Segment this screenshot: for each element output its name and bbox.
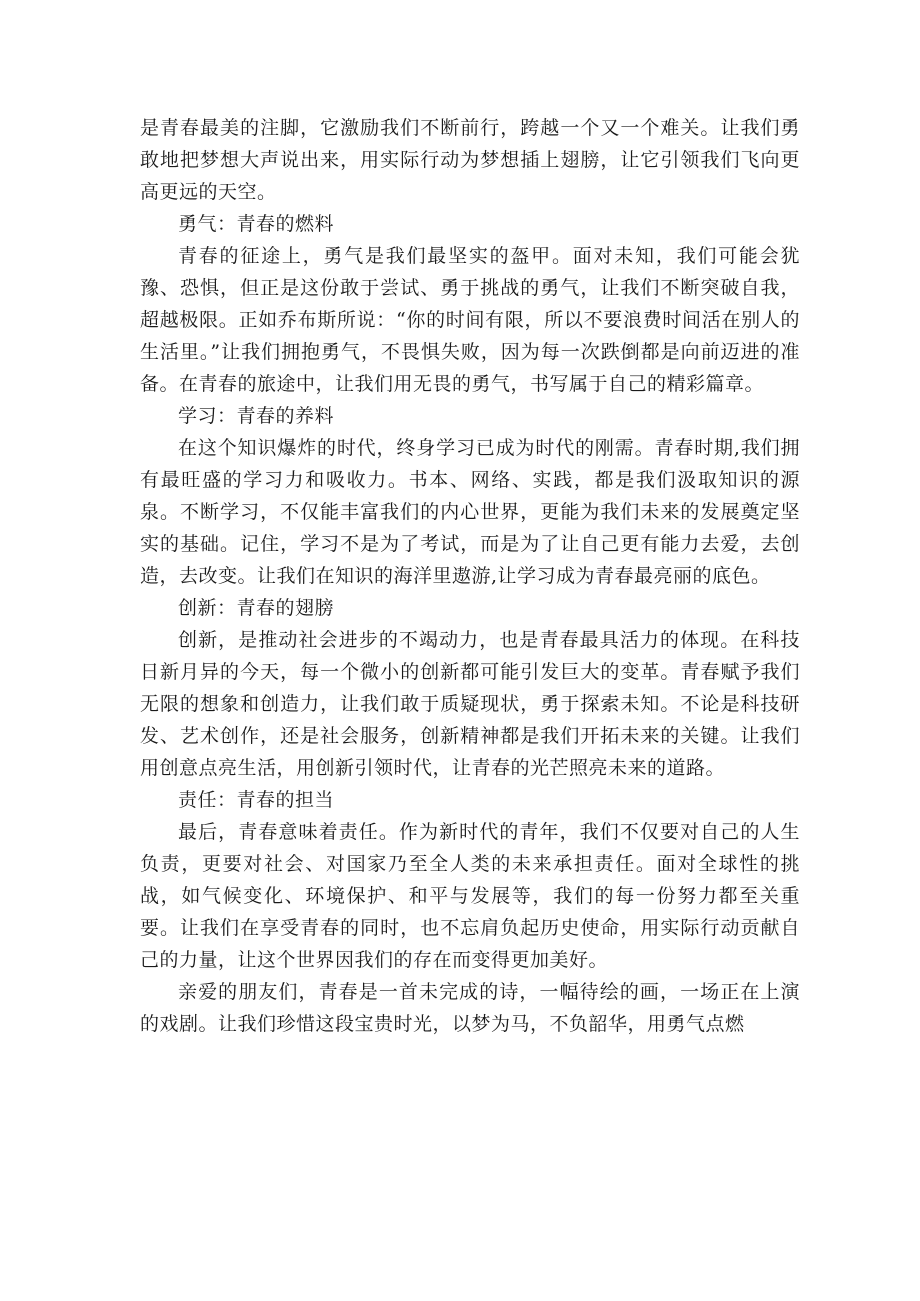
paragraph-learning: 在这个知识爆炸的时代，终身学习已成为时代的刚需。青春时期,我们拥有最旺盛的学习力和吸收力。书本、网络、实践，都是我们汲取知识的源泉。不断学习，不仅能丰富我们的内心世界，更能为我们未来的发展奠定坚实的基础。记住，学习不是为了考试，而是为了让自己更有能力去爱，去创造，去改变。让我们在知识的海洋里遨游,让学习成为青春最亮丽的底色。	[140, 437, 800, 587]
paragraph-responsibility: 最后，青春意味着责任。作为新时代的青年，我们不仅要对自己的人生负责，更要对社会、对国家乃至全人类的未来承担责任。面对全球性的挑战，如气候变化、环境保护、和平与发展等，我们的每一份努力都至关重要。让我们在享受青春的同时，也不忘肩负起历史使命，用实际行动贡献自己的力量，让这个世界因我们的存在而变得更加美好。	[140, 821, 800, 971]
paragraph-innovation: 创新，是推动社会进步的不竭动力，也是青春最具活力的体现。在科技日新月异的今天，每一个微小的创新都可能引发巨大的变革。青春赋予我们无限的想象和创造力，让我们敢于质疑现状，勇于探索未知。不论是科技研发、艺术创作，还是社会服务，创新精神都是我们开拓未来的关键。让我们用创意点亮生活，用创新引领时代，让青春的光芒照亮未来的道路。	[140, 629, 800, 779]
heading-innovation: 创新：青春的翅膀	[178, 597, 335, 619]
paragraph-closing: 亲爱的朋友们，青春是一首未完成的诗，一幅待绘的画，一场正在上演的戏剧。让我们珍惜这段宝贵时光，以梦为马，不负韶华，用勇气点燃	[140, 981, 800, 1035]
paragraph-courage: 青春的征途上，勇气是我们最坚实的盔甲。面对未知，我们可能会犹豫、恐惧，但正是这份敢于尝试、勇于挑战的勇气，让我们不断突破自我，超越极限。正如乔布斯所说：“你的时间有限，所以不要浪费时间活在别人的生活里。”让我们拥抱勇气，不畏惧失败，因为每一次跌倒都是向前迈进的准备。在青春的旅途中，让我们用无畏的勇气，书写属于自己的精彩篇章。	[140, 245, 800, 395]
heading-learning: 学习：青春的养料	[178, 405, 335, 427]
document-page	[140, 112, 800, 1040]
paragraph-dream-continued: 是青春最美的注脚，它激励我们不断前行，跨越一个又一个难关。让我们勇敢地把梦想大声说出来，用实际行动为梦想插上翅膀，让它引领我们飞向更高更远的天空。	[140, 117, 800, 203]
heading-responsibility: 责任：青春的担当	[178, 789, 335, 811]
heading-courage: 勇气：青春的燃料	[178, 213, 335, 235]
